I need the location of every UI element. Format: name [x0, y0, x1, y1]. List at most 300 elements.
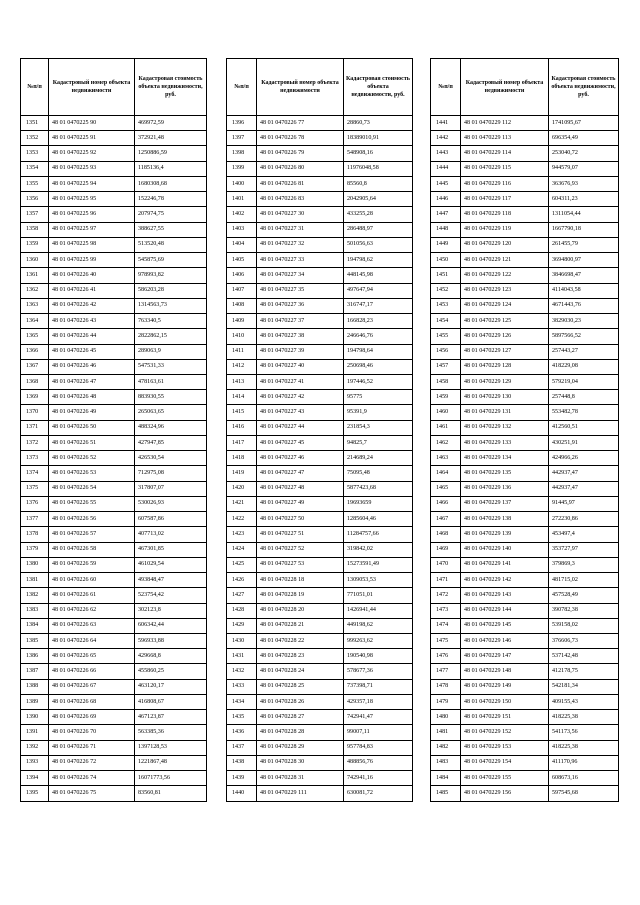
cadastral-value: 11284757,66	[344, 527, 413, 542]
table-row	[227, 451, 413, 466]
row-number: 1411	[227, 344, 257, 359]
cadastral-value: 978993,82	[135, 268, 207, 283]
table-row	[431, 573, 619, 588]
header-cadastral-number: Кадастровый номер объекта недвижимости	[461, 59, 549, 116]
cadastral-number: 48 01 0470226 47	[49, 374, 135, 389]
cadastral-value: 1221867,48	[135, 755, 207, 770]
cadastral-value: 442937,47	[549, 481, 619, 496]
table-row	[431, 679, 619, 694]
row-number: 1388	[21, 679, 49, 694]
table-row	[431, 664, 619, 679]
table-row	[431, 314, 619, 329]
row-number: 1358	[21, 222, 49, 237]
cadastral-value: 16071773,56	[135, 771, 207, 786]
cadastral-number: 48 01 0470227 49	[257, 496, 344, 511]
row-number: 1381	[21, 573, 49, 588]
cadastral-value: 467301,85	[135, 542, 207, 557]
cadastral-value: 418225,38	[549, 710, 619, 725]
row-number: 1439	[227, 771, 257, 786]
cadastral-value: 412560,51	[549, 420, 619, 435]
cadastral-value: 433255,28	[344, 207, 413, 222]
cadastral-number: 48 01 0470226 40	[49, 268, 135, 283]
cadastral-value: 999263,62	[344, 633, 413, 648]
cadastral-value: 95775	[344, 390, 413, 405]
table-row	[227, 649, 413, 664]
cadastral-table-3	[430, 58, 619, 802]
row-number: 1410	[227, 329, 257, 344]
table-row	[431, 649, 619, 664]
cadastral-number: 48 01 0470229 115	[461, 161, 549, 176]
cadastral-value: 1250886,59	[135, 146, 207, 161]
cadastral-number: 48 01 0470229 122	[461, 268, 549, 283]
row-number: 1389	[21, 694, 49, 709]
row-number: 1384	[21, 618, 49, 633]
table-row	[431, 253, 619, 268]
cadastral-value: 608673,16	[549, 771, 619, 786]
table-row	[227, 161, 413, 176]
cadastral-number: 48 01 0470226 43	[49, 314, 135, 329]
cadastral-number: 48 01 0470226 48	[49, 390, 135, 405]
row-number: 1459	[431, 390, 461, 405]
row-number: 1377	[21, 512, 49, 527]
cadastral-value: 5877423,68	[344, 481, 413, 496]
header-cadastral-value: Кадастровая стоимость объекта недвижимости, руб.	[344, 59, 413, 116]
cadastral-value: 289063,9	[135, 344, 207, 359]
cadastral-number: 48 01 0470226 81	[257, 176, 344, 191]
cadastral-value: 18389010,91	[344, 131, 413, 146]
row-number: 1375	[21, 481, 49, 496]
cadastral-value: 488324,96	[135, 420, 207, 435]
row-number: 1352	[21, 131, 49, 146]
cadastral-value: 539158,02	[549, 618, 619, 633]
row-number: 1423	[227, 527, 257, 542]
table-row	[431, 496, 619, 511]
row-number: 1435	[227, 710, 257, 725]
cadastral-value: 523754,42	[135, 588, 207, 603]
table-row	[21, 512, 207, 527]
cadastral-number: 48 01 0470228 31	[257, 771, 344, 786]
cadastral-number: 48 01 0470228 19	[257, 588, 344, 603]
row-number: 1451	[431, 268, 461, 283]
row-number: 1426	[227, 573, 257, 588]
table-row	[431, 588, 619, 603]
row-number: 1362	[21, 283, 49, 298]
row-number: 1430	[227, 633, 257, 648]
cadastral-number: 48 01 0470227 50	[257, 512, 344, 527]
row-number: 1456	[431, 344, 461, 359]
cadastral-number: 48 01 0470227 47	[257, 466, 344, 481]
cadastral-value: 579219,04	[549, 374, 619, 389]
cadastral-number: 48 01 0470226 72	[49, 755, 135, 770]
table-row	[21, 679, 207, 694]
table-row	[227, 466, 413, 481]
table-row	[431, 116, 619, 131]
table-row	[227, 390, 413, 405]
cadastral-value: 737398,71	[344, 679, 413, 694]
row-number: 1412	[227, 359, 257, 374]
table-row	[227, 603, 413, 618]
table-row	[431, 420, 619, 435]
cadastral-value: 426530,54	[135, 451, 207, 466]
table-row	[21, 176, 207, 191]
cadastral-value: 379869,3	[549, 557, 619, 572]
cadastral-value: 190540,98	[344, 649, 413, 664]
row-number: 1479	[431, 694, 461, 709]
cadastral-value: 597545,68	[549, 786, 619, 801]
table-row	[21, 725, 207, 740]
table-row	[21, 344, 207, 359]
table-row	[431, 694, 619, 709]
row-number: 1484	[431, 771, 461, 786]
cadastral-value: 363676,93	[549, 176, 619, 191]
row-number: 1365	[21, 329, 49, 344]
table-row	[21, 481, 207, 496]
cadastral-number: 48 01 0470226 78	[257, 131, 344, 146]
cadastral-number: 48 01 0470229 149	[461, 679, 549, 694]
row-number: 1419	[227, 466, 257, 481]
table-row	[227, 557, 413, 572]
row-number: 1370	[21, 405, 49, 420]
table-row	[21, 405, 207, 420]
row-number: 1390	[21, 710, 49, 725]
row-number: 1415	[227, 405, 257, 420]
cadastral-number: 48 01 0470226 49	[49, 405, 135, 420]
row-number: 1371	[21, 420, 49, 435]
cadastral-value: 763340,5	[135, 314, 207, 329]
table-row	[227, 496, 413, 511]
table-row	[21, 131, 207, 146]
cadastral-value: 272230,86	[549, 512, 619, 527]
cadastral-value: 497647,94	[344, 283, 413, 298]
table-row	[227, 771, 413, 786]
row-number: 1474	[431, 618, 461, 633]
cadastral-number: 48 01 0470229 141	[461, 557, 549, 572]
row-number: 1468	[431, 527, 461, 542]
cadastral-number: 48 01 0470226 45	[49, 344, 135, 359]
table-row	[21, 420, 207, 435]
table-row	[21, 237, 207, 252]
row-number: 1480	[431, 710, 461, 725]
table-row	[21, 466, 207, 481]
cadastral-value: 469972,59	[135, 116, 207, 131]
table-row	[21, 283, 207, 298]
row-number: 1408	[227, 298, 257, 313]
cadastral-value: 75095,48	[344, 466, 413, 481]
cadastral-number: 48 01 0470227 51	[257, 527, 344, 542]
table-row	[431, 146, 619, 161]
row-number: 1416	[227, 420, 257, 435]
table-row	[21, 740, 207, 755]
row-number: 1406	[227, 268, 257, 283]
cadastral-number: 48 01 0470229 147	[461, 649, 549, 664]
row-number: 1485	[431, 786, 461, 801]
row-number: 1448	[431, 222, 461, 237]
table-row	[227, 694, 413, 709]
row-number: 1454	[431, 314, 461, 329]
cadastral-number: 48 01 0470229 135	[461, 466, 549, 481]
row-number: 1441	[431, 116, 461, 131]
row-number: 1446	[431, 192, 461, 207]
table-row	[431, 131, 619, 146]
cadastral-value: 1397128,53	[135, 740, 207, 755]
table-row	[21, 527, 207, 542]
row-number: 1354	[21, 161, 49, 176]
table-row	[227, 344, 413, 359]
cadastral-number: 48 01 0470229 123	[461, 283, 549, 298]
row-number: 1440	[227, 786, 257, 801]
cadastral-value: 257443,27	[549, 344, 619, 359]
cadastral-number: 48 01 0470227 33	[257, 253, 344, 268]
cadastral-value: 883930,55	[135, 390, 207, 405]
row-number: 1404	[227, 237, 257, 252]
cadastral-number: 48 01 0470227 45	[257, 435, 344, 450]
row-number: 1477	[431, 664, 461, 679]
cadastral-value: 630081,72	[344, 786, 413, 801]
cadastral-value: 91445,97	[549, 496, 619, 511]
row-number: 1464	[431, 466, 461, 481]
table-row	[21, 314, 207, 329]
header-num: №п/п	[227, 59, 257, 116]
cadastral-number: 48 01 0470227 53	[257, 557, 344, 572]
cadastral-number: 48 01 0470229 156	[461, 786, 549, 801]
cadastral-number: 48 01 0470227 52	[257, 542, 344, 557]
cadastral-number: 48 01 0470229 131	[461, 405, 549, 420]
cadastral-value: 231854,3	[344, 420, 413, 435]
table-row	[431, 344, 619, 359]
cadastral-value: 448145,98	[344, 268, 413, 283]
table-row	[21, 146, 207, 161]
cadastral-number: 48 01 0470227 46	[257, 451, 344, 466]
cadastral-number: 48 01 0470229 125	[461, 314, 549, 329]
cadastral-value: 253040,72	[549, 146, 619, 161]
table-row	[21, 298, 207, 313]
table-row	[227, 329, 413, 344]
cadastral-value: 463120,17	[135, 679, 207, 694]
cadastral-value: 429668,8	[135, 649, 207, 664]
table-row	[431, 222, 619, 237]
cadastral-number: 48 01 0470226 70	[49, 725, 135, 740]
cadastral-value: 548908,16	[344, 146, 413, 161]
header-cadastral-value: Кадастровая стоимость объекта недвижимости, руб.	[549, 59, 619, 116]
row-number: 1460	[431, 405, 461, 420]
cadastral-number: 48 01 0470229 145	[461, 618, 549, 633]
table-row	[431, 161, 619, 176]
table-row	[431, 771, 619, 786]
cadastral-number: 48 01 0470226 62	[49, 603, 135, 618]
cadastral-value: 11976048,58	[344, 161, 413, 176]
cadastral-value: 606342,44	[135, 618, 207, 633]
header-cadastral-value: Кадастровая стоимость объекта недвижимости, руб.	[135, 59, 207, 116]
cadastral-number: 48 01 0470227 32	[257, 237, 344, 252]
cadastral-number: 48 01 0470227 44	[257, 420, 344, 435]
cadastral-number: 48 01 0470229 120	[461, 237, 549, 252]
row-number: 1385	[21, 633, 49, 648]
cadastral-value: 596933,88	[135, 633, 207, 648]
row-number: 1351	[21, 116, 49, 131]
cadastral-number: 48 01 0470226 52	[49, 451, 135, 466]
cadastral-number: 48 01 0470228 18	[257, 573, 344, 588]
table-row	[431, 725, 619, 740]
row-number: 1386	[21, 649, 49, 664]
row-number: 1436	[227, 725, 257, 740]
table-row	[21, 496, 207, 511]
table-row	[431, 786, 619, 801]
row-number: 1418	[227, 451, 257, 466]
row-number: 1399	[227, 161, 257, 176]
table-row	[431, 268, 619, 283]
table-row	[431, 298, 619, 313]
table-row	[227, 176, 413, 191]
row-number: 1434	[227, 694, 257, 709]
row-number: 1401	[227, 192, 257, 207]
cadastral-table-1	[20, 58, 207, 802]
table-row	[431, 192, 619, 207]
row-number: 1373	[21, 451, 49, 466]
table-row	[227, 298, 413, 313]
table-row	[227, 755, 413, 770]
cadastral-value: 607587,86	[135, 512, 207, 527]
cadastral-value: 95391,9	[344, 405, 413, 420]
row-number: 1395	[21, 786, 49, 801]
row-number: 1483	[431, 755, 461, 770]
header-row	[227, 59, 413, 116]
table-row	[227, 420, 413, 435]
table-row	[227, 481, 413, 496]
cadastral-number: 48 01 0470225 92	[49, 146, 135, 161]
row-number: 1398	[227, 146, 257, 161]
cadastral-number: 48 01 0470229 127	[461, 344, 549, 359]
row-number: 1403	[227, 222, 257, 237]
table-row	[431, 283, 619, 298]
cadastral-value: 513520,48	[135, 237, 207, 252]
row-number: 1462	[431, 435, 461, 450]
cadastral-number: 48 01 0470227 38	[257, 329, 344, 344]
cadastral-value: 207974,75	[135, 207, 207, 222]
cadastral-value: 547531,33	[135, 359, 207, 374]
cadastral-value: 418229,08	[549, 359, 619, 374]
cadastral-number: 48 01 0470226 55	[49, 496, 135, 511]
row-number: 1472	[431, 588, 461, 603]
cadastral-number: 48 01 0470229 134	[461, 451, 549, 466]
cadastral-value: 194798,64	[344, 344, 413, 359]
cadastral-value: 197446,52	[344, 374, 413, 389]
cadastral-number: 48 01 0470225 91	[49, 131, 135, 146]
table-row	[21, 390, 207, 405]
cadastral-value: 353727,97	[549, 542, 619, 557]
cadastral-value: 537142,48	[549, 649, 619, 664]
row-number: 1421	[227, 496, 257, 511]
cadastral-value: 376606,73	[549, 633, 619, 648]
row-number: 1427	[227, 588, 257, 603]
cadastral-value: 85560,8	[344, 176, 413, 191]
cadastral-value: 418225,38	[549, 740, 619, 755]
row-number: 1405	[227, 253, 257, 268]
row-number: 1428	[227, 603, 257, 618]
cadastral-number: 48 01 0470226 71	[49, 740, 135, 755]
cadastral-value: 319842,02	[344, 542, 413, 557]
row-number: 1422	[227, 512, 257, 527]
row-number: 1361	[21, 268, 49, 283]
table-row	[21, 435, 207, 450]
cadastral-value: 265063,65	[135, 405, 207, 420]
table-row	[227, 207, 413, 222]
table-row	[21, 253, 207, 268]
cadastral-value: 449198,62	[344, 618, 413, 633]
row-number: 1393	[21, 755, 49, 770]
cadastral-number: 48 01 0470226 65	[49, 649, 135, 664]
cadastral-value: 250698,46	[344, 359, 413, 374]
row-number: 1470	[431, 557, 461, 572]
table-row	[227, 146, 413, 161]
cadastral-number: 48 01 0470229 118	[461, 207, 549, 222]
cadastral-value: 541173,56	[549, 725, 619, 740]
cadastral-value: 3846698,47	[549, 268, 619, 283]
table-row	[431, 618, 619, 633]
cadastral-number: 48 01 0470227 42	[257, 390, 344, 405]
cadastral-value: 409155,43	[549, 694, 619, 709]
row-number: 1463	[431, 451, 461, 466]
cadastral-number: 48 01 0470226 83	[257, 192, 344, 207]
row-number: 1424	[227, 542, 257, 557]
cadastral-number: 48 01 0470226 74	[49, 771, 135, 786]
row-number: 1380	[21, 557, 49, 572]
cadastral-value: 166828,23	[344, 314, 413, 329]
cadastral-value: 1285604,46	[344, 512, 413, 527]
cadastral-value: 286488,97	[344, 222, 413, 237]
row-number: 1402	[227, 207, 257, 222]
table-row	[21, 633, 207, 648]
cadastral-value: 246646,76	[344, 329, 413, 344]
table-row	[431, 374, 619, 389]
cadastral-number: 48 01 0470226 80	[257, 161, 344, 176]
cadastral-number: 48 01 0470229 119	[461, 222, 549, 237]
row-number: 1466	[431, 496, 461, 511]
row-number: 1449	[431, 237, 461, 252]
row-number: 1469	[431, 542, 461, 557]
cadastral-number: 48 01 0470226 41	[49, 283, 135, 298]
row-number: 1442	[431, 131, 461, 146]
table-row	[21, 664, 207, 679]
cadastral-number: 48 01 0470226 77	[257, 116, 344, 131]
table-row	[21, 618, 207, 633]
cadastral-number: 48 01 0470229 152	[461, 725, 549, 740]
row-number: 1374	[21, 466, 49, 481]
cadastral-number: 48 01 0470226 68	[49, 694, 135, 709]
row-number: 1414	[227, 390, 257, 405]
cadastral-value: 944579,07	[549, 161, 619, 176]
row-number: 1413	[227, 374, 257, 389]
cadastral-number: 48 01 0470228 29	[257, 740, 344, 755]
table-row	[21, 268, 207, 283]
table-row	[227, 131, 413, 146]
cadastral-number: 48 01 0470229 151	[461, 710, 549, 725]
row-number: 1357	[21, 207, 49, 222]
cadastral-value: 1309053,53	[344, 573, 413, 588]
cadastral-value: 1680308,68	[135, 176, 207, 191]
table-row	[227, 573, 413, 588]
cadastral-number: 48 01 0470226 58	[49, 542, 135, 557]
cadastral-number: 48 01 0470227 36	[257, 298, 344, 313]
cadastral-number: 48 01 0470229 153	[461, 740, 549, 755]
cadastral-number: 48 01 0470225 97	[49, 222, 135, 237]
cadastral-number: 48 01 0470226 44	[49, 329, 135, 344]
row-number: 1353	[21, 146, 49, 161]
row-number: 1372	[21, 435, 49, 450]
cadastral-value: 3829030,23	[549, 314, 619, 329]
cadastral-number: 48 01 0470229 140	[461, 542, 549, 557]
table-row	[21, 207, 207, 222]
row-number: 1450	[431, 253, 461, 268]
